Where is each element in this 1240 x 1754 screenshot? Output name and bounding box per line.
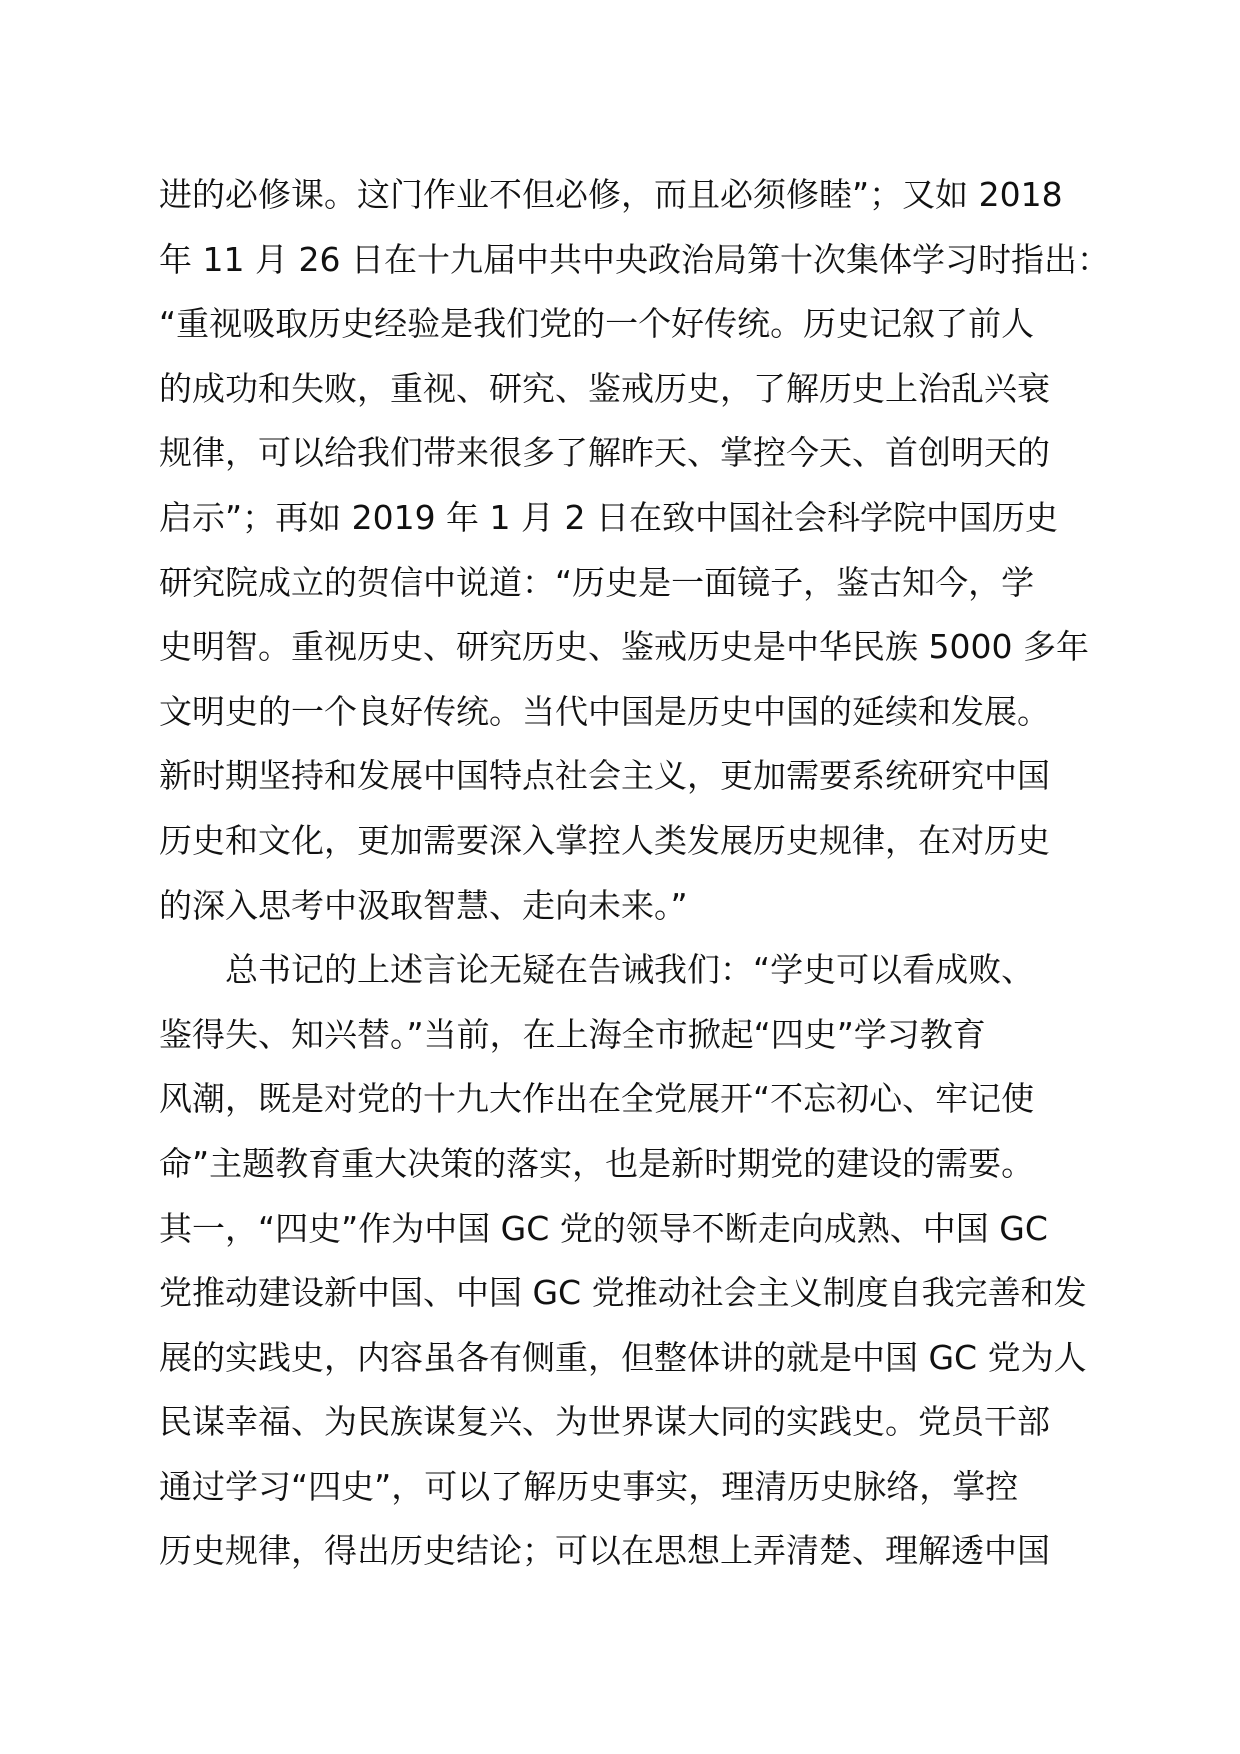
body-text (159, 163, 1119, 1584)
text-line: 规律，可以给我们带来很多了解昨天、掌控今天、首创明天的 (159, 433, 1050, 473)
text-line: 命”主题教育重大决策的落实，也是新时期党的建设的需要。 (159, 1143, 1035, 1183)
text-line: 启示”；再如 2019 年 1 月 2 日在致中国社会科学院中国历史 (159, 497, 1059, 537)
text-line: 文明史的一个良好传统。当代中国是历史中国的延续和发展。 (159, 691, 1050, 731)
text-line: 的深入思考中汲取智慧、走向未来。” (159, 885, 688, 925)
text-line: 风潮，既是对党的十九大作出在全党展开“不忘初心、牢记使 (159, 1079, 1035, 1119)
text-line: 史明智。重视历史、研究历史、鉴戒历史是中华民族 5000 多年 (159, 627, 1089, 667)
text-line: 党推动建设新中国、中国 GC 党推动社会主义制度自我完善和发 (159, 1273, 1087, 1313)
text-line: 通过学习“四史”，可以了解历史事实，理清历史脉络，掌控 (159, 1466, 1019, 1506)
text-line: 年 11 月 26 日在十九届中共中央政治局第十次集体学习时指出： (159, 239, 1110, 279)
text-line: 鉴得失、知兴替。”当前，在上海全市掀起“四史”学习教育 (159, 1014, 986, 1054)
text-line: 的成功和失败，重视、研究、鉴戒历史，了解历史上治乱兴衰 (159, 368, 1050, 408)
paragraph-start-line: 总书记的上述言论无疑在告诫我们：“学史可以看成败、 (225, 950, 1035, 990)
text-line: 新时期坚持和发展中国特点社会主义，更加需要系统研究中国 (159, 756, 1050, 796)
text-line: 民谋幸福、为民族谋复兴、为世界谋大同的实践史。党员干部 (159, 1402, 1050, 1442)
text-line: 其一，“四史”作为中国 GC 党的领导不断走向成熟、中国 GC (159, 1208, 1048, 1248)
text-line: 历史和文化，更加需要深入掌控人类发展历史规律，在对历史 (159, 820, 1050, 860)
text-line: 进的必修课。这门作业不但必修，而且必须修睦”；又如 2018 (159, 175, 1063, 214)
text-line: 展的实践史，内容虽各有侧重，但整体讲的就是中国 GC 党为人 (159, 1337, 1087, 1377)
text-line: 历史规律，得出历史结论；可以在思想上弄清楚、理解透中国 (159, 1531, 1050, 1571)
text-line: “重视吸取历史经验是我们党的一个好传统。历史记叙了前人 (159, 304, 1035, 344)
text-line: 研究院成立的贺信中说道：“历史是一面镜子，鉴古知今，学 (159, 562, 1035, 602)
